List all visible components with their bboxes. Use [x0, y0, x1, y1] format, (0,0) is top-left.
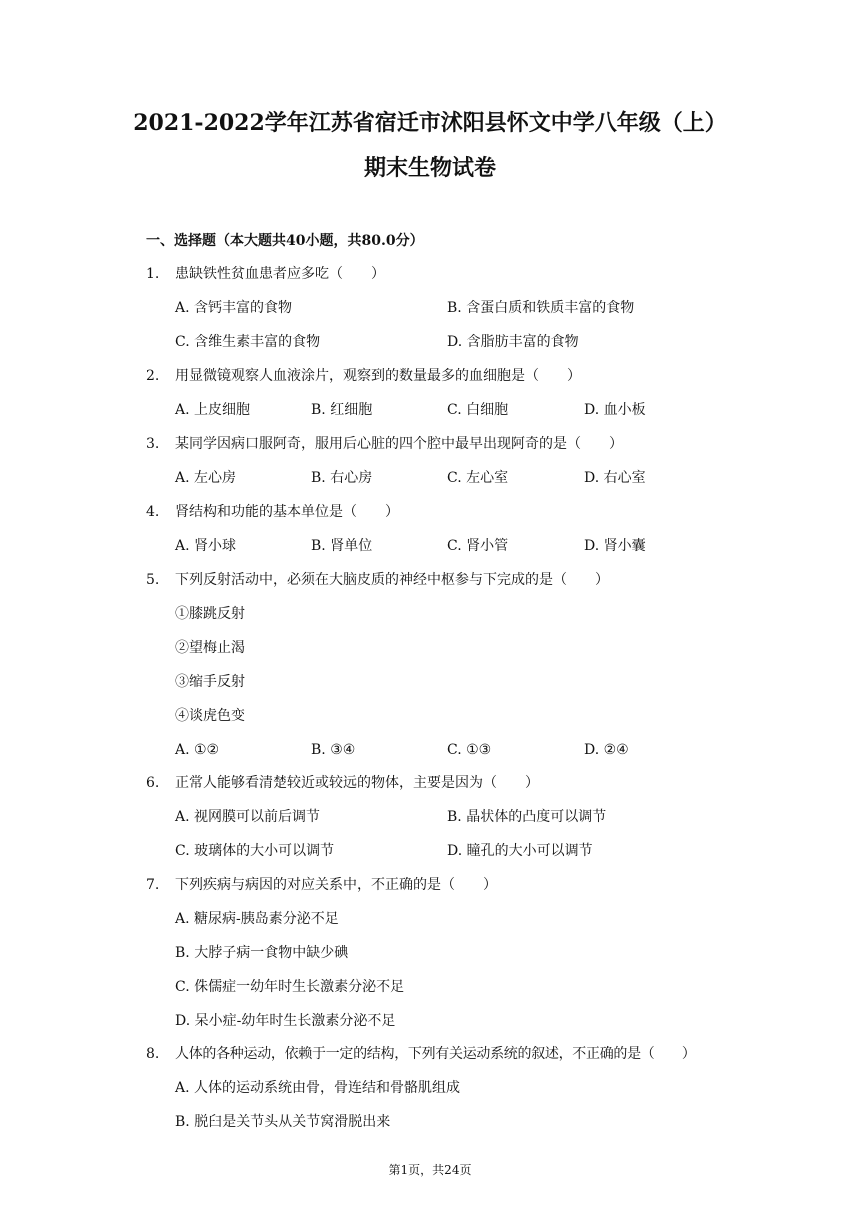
statement-item: ④谈虎色变	[175, 708, 245, 724]
option-a: A. ①②	[175, 742, 220, 758]
option-b: B. 脱臼是关节头从关节窝滑脱出来	[175, 1114, 391, 1130]
option-d: D. 血小板	[584, 402, 646, 418]
option-c: C. 玻璃体的大小可以调节	[175, 843, 335, 859]
option-c: C. 含维生素丰富的食物	[175, 334, 321, 350]
option-b: B. 大脖子病一食物中缺少碘	[175, 945, 349, 961]
question-number: 1.	[146, 266, 160, 282]
option-a: A. 左心房	[175, 470, 237, 486]
option-a: A. 上皮细胞	[175, 402, 251, 418]
question-stem: 某同学因病口服阿奇，服用后心脏的四个腔中最早出现阿奇的是（ ）	[175, 436, 623, 452]
document-title-line1: 2021-2022学年江苏省宿迁市沭阳县怀文中学八年级（上）	[133, 110, 727, 136]
option-a: A. 人体的运动系统由骨，骨连结和骨骼肌组成	[175, 1080, 461, 1096]
option-d: D. 瞳孔的大小可以调节	[447, 843, 593, 859]
option-c: C. 肾小管	[447, 538, 509, 554]
option-b: B. 右心房	[311, 470, 373, 486]
question-stem: 患缺铁性贫血患者应多吃（ ）	[175, 266, 385, 282]
option-d: D. 含脂肪丰富的食物	[447, 334, 579, 350]
question-stem: 用显微镜观察人血液涂片，观察到的数量最多的血细胞是（ ）	[175, 368, 581, 384]
question-stem: 人体的各种运动，依赖于一定的结构，下列有关运动系统的叙述，不正确的是（ ）	[175, 1046, 696, 1062]
option-b: B. ③④	[311, 742, 356, 758]
option-c: C. 侏儒症一幼年时生长激素分泌不足	[175, 979, 405, 995]
question-number: 4.	[146, 504, 160, 520]
option-b: B. 含蛋白质和铁质丰富的食物	[447, 300, 635, 316]
option-a: A. 肾小球	[175, 538, 237, 554]
question-number: 8.	[146, 1046, 160, 1062]
option-b: B. 肾单位	[311, 538, 373, 554]
option-a: A. 糖尿病-胰岛素分泌不足	[175, 911, 339, 927]
option-d: D. 肾小囊	[584, 538, 646, 554]
question-stem: 正常人能够看清楚较近或较远的物体，主要是因为（ ）	[175, 775, 539, 791]
question-number: 2.	[146, 368, 160, 384]
question-stem: 下列反射活动中，必须在大脑皮质的神经中枢参与下完成的是（ ）	[175, 572, 609, 588]
option-b: B. 红细胞	[311, 402, 373, 418]
option-d: D. ②④	[584, 742, 629, 758]
question-stem: 下列疾病与病因的对应关系中，不正确的是（ ）	[175, 877, 497, 893]
question-number: 6.	[146, 775, 160, 791]
document-title-line2: 期末生物试卷	[363, 155, 496, 181]
option-c: C. ①③	[447, 742, 492, 758]
option-d: D. 右心室	[584, 470, 646, 486]
question-number: 5.	[146, 572, 160, 588]
statement-item: ③缩手反射	[175, 674, 245, 690]
question-number: 7.	[146, 877, 160, 893]
option-c: C. 白细胞	[447, 402, 509, 418]
page-footer: 第1页，共24页	[388, 1163, 472, 1177]
statement-item: ①膝跳反射	[175, 606, 245, 622]
option-d: D. 呆小症-幼年时生长激素分泌不足	[175, 1013, 396, 1029]
section-heading: 一、选择题（本大题共40小题，共80.0分）	[146, 233, 424, 249]
option-b: B. 晶状体的凸度可以调节	[447, 809, 607, 825]
option-c: C. 左心室	[447, 470, 509, 486]
question-stem: 肾结构和功能的基本单位是（ ）	[175, 504, 399, 520]
option-a: A. 含钙丰富的食物	[175, 300, 293, 316]
question-number: 3.	[146, 436, 160, 452]
option-a: A. 视网膜可以前后调节	[175, 809, 321, 825]
statement-item: ②望梅止渴	[175, 640, 245, 656]
